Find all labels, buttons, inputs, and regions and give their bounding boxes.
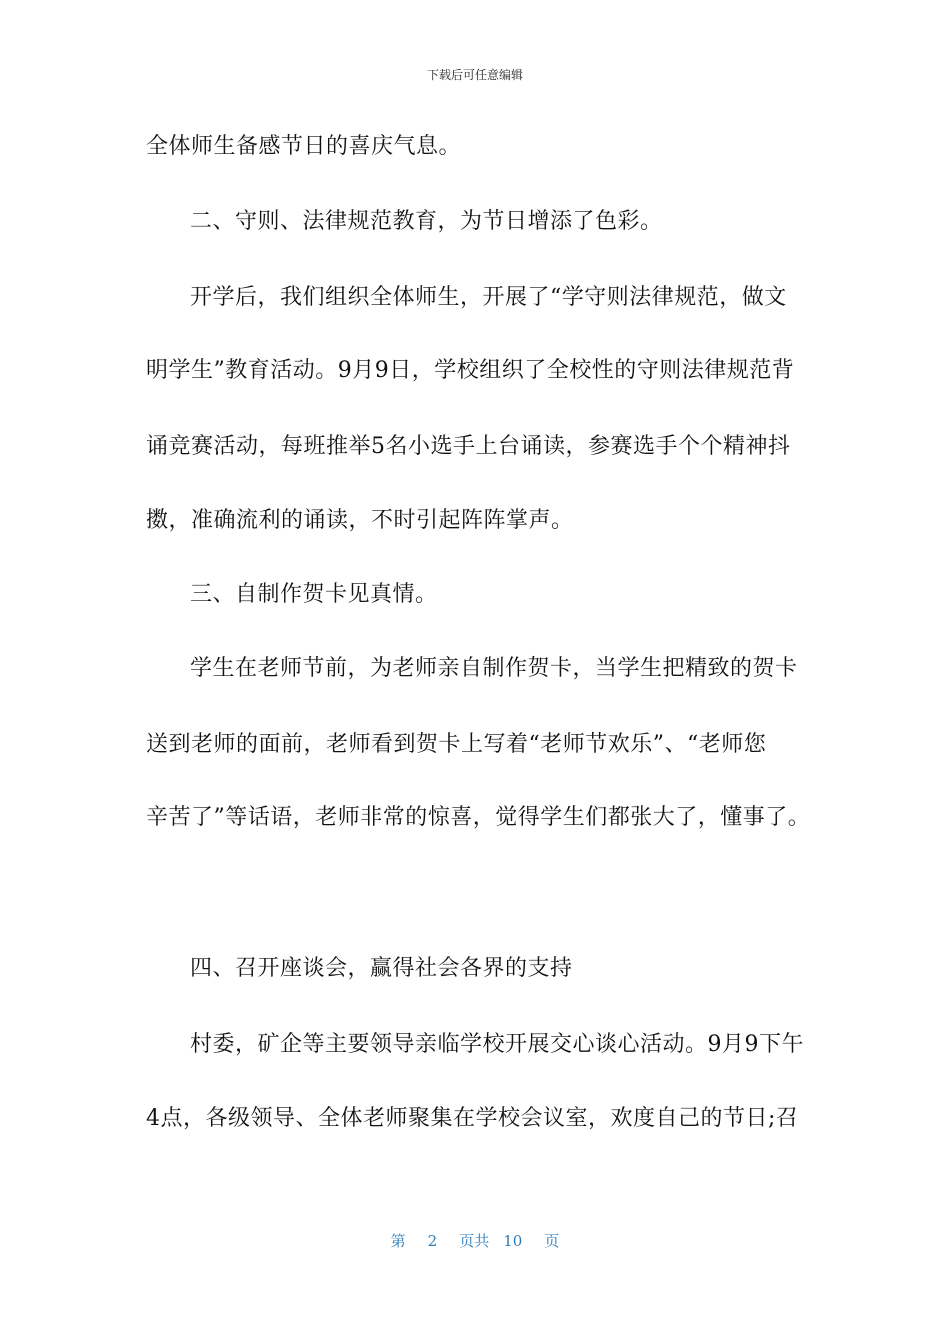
text-line: 学生在老师节前，为老师亲自制作贺卡，当学生把精致的贺卡	[190, 656, 798, 681]
footer-total-pages: 10	[503, 1232, 523, 1250]
footer-prefix: 第	[390, 1232, 406, 1250]
footer-middle: 页共	[459, 1232, 490, 1250]
text-line: 擞，准确流利的诵读，不时引起阵阵掌声。	[146, 508, 574, 533]
footer-page-number: 2	[427, 1232, 438, 1250]
text-line: 送到老师的面前，老师看到贺卡上写着“老师节欢乐”、“老师您	[146, 732, 767, 757]
text-line: 辛苦了”等话语，老师非常的惊喜，觉得学生们都张大了，懂事了。	[146, 805, 811, 830]
text-line: 全体师生备感节日的喜庆气息。	[146, 134, 462, 159]
section-heading: 四、召开座谈会，赢得社会各界的支持	[190, 956, 573, 981]
page-footer	[0, 1230, 950, 1251]
text-line: 村委，矿企等主要领导亲临学校开展交心谈心活动。9月9下午	[190, 1032, 804, 1057]
text-line: 4点，各级领导、全体老师聚集在学校会议室，欢度自己的节日;召	[146, 1106, 799, 1131]
footer-suffix: 页	[544, 1232, 560, 1250]
text-line: 明学生”教育活动。9月9日，学校组织了全校性的守则法律规范背	[146, 358, 795, 383]
text-line: 诵竞赛活动，每班推举5名小选手上台诵读，参赛选手个个精神抖	[146, 434, 791, 459]
section-heading: 三、自制作贺卡见真情。	[190, 582, 438, 607]
header-note: 下载后可任意编辑	[426, 68, 523, 82]
text-line: 开学后，我们组织全体师生，开展了“学守则法律规范，做文	[190, 285, 787, 310]
section-heading: 二、守则、法律规范教育，为节日增添了色彩。	[190, 209, 663, 234]
